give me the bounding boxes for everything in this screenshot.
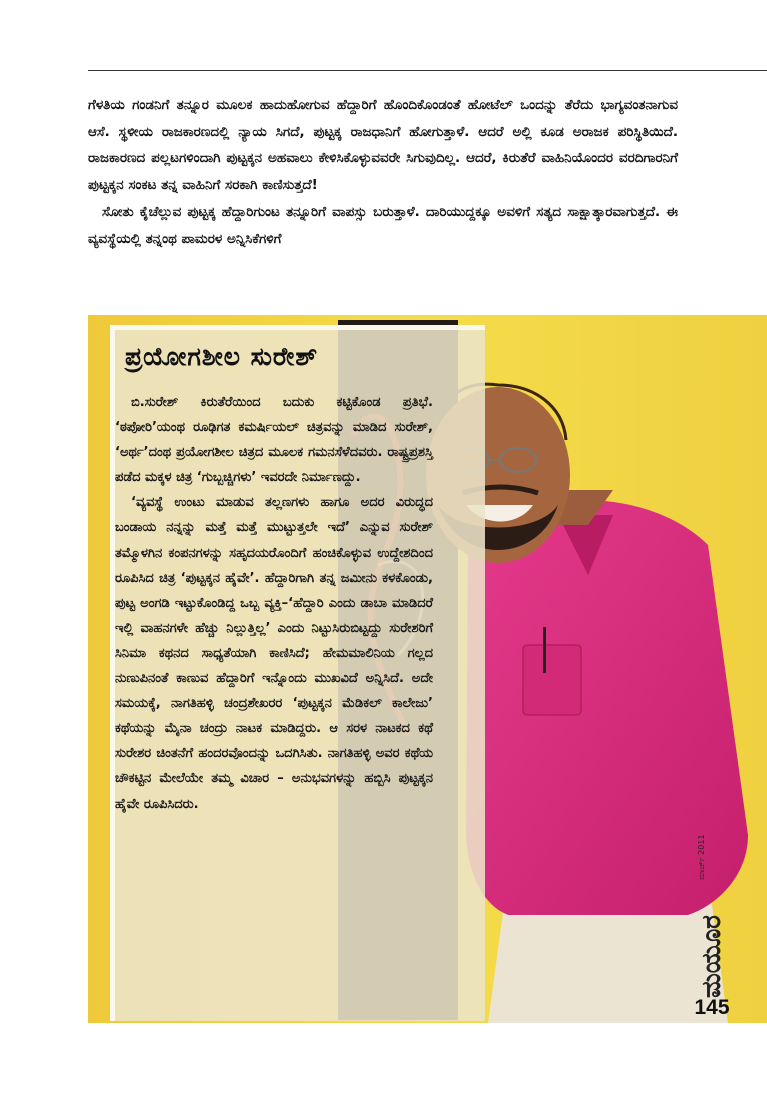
magazine-name: ಮಯೂರ bbox=[697, 915, 727, 998]
sidebar-title: ಪ್ರಯೋಗಶೀಲ ಸುರೇಶ್ bbox=[125, 342, 319, 371]
sidebar-paragraph-1: ಬಿ.ಸುರೇಶ್ ಕಿರುತೆರೆಯಿಂದ ಬದುಕು ಕಟ್ಟಿಕೊಂಡ ಪ್ರತಿಭೆ. ‘ಠಪೋರಿ’ಯಂಥ ರೂಢಿಗತ ಕಮರ್ಷಿಯಲ್ ಚಿತ್ರವನ್ನು ಮಾಡಿದ ಸುರೇಶ್, ‘ಅರ್ಥ’ದಂಥ ಪ್ರಯೋಗಶೀಲ ಚಿತ್ರದ ಮೂಲಕ ಗಮನಸೆಳೆದವರು. ರಾಷ್ಟ್ರಪ್ರಶಸ್ತಿ ಪಡೆದ ಮಕ್ಕಳ ಚಿತ್ರ ‘ಗುಬ್ಬಚ್ಚಿಗಳು’ ಇವರದೇ ನಿರ್ಮಾಣದ್ದು. bbox=[115, 395, 433, 486]
sidebar-paragraph-2: ‘ವ್ಯವಸ್ಥೆ ಉಂಟು ಮಾಡುವ ತಲ್ಲಣಗಳು ಹಾಗೂ ಅದರ ವಿರುದ್ಧದ ಬಂಡಾಯ ನನ್ನನ್ನು ಮತ್ತೆ ಮತ್ತೆ ಮುಟ್ಟುತ್ತಲೇ ಇದೆ’ ಎನ್ನುವ ಸುರೇಶ್ ತಮ್ಮೊಳಗಿನ ಕಂಪನಗಳನ್ನು ಸಹೃದಯರೊಂದಿಗೆ ಹಂಚಿಕೊಳ್ಳುವ ಉದ್ದೇಶದಿಂದ ರೂಪಿಸಿದ ಚಿತ್ರ ‘ಪುಟ್ಟಕ್ಕನ ಹೈವೇ’. ಹೆದ್ದಾರಿಗಾಗಿ ತನ್ನ ಜಮೀನು ಕಳಕೊಂಡು, ಪುಟ್ಟ ಅಂಗಡಿ ಇಟ್ಟುಕೊಂಡಿದ್ದ ಒಬ್ಬ ವ್ಯಕ್ತಿ–‘ಹೆದ್ದಾರಿ ಎಂದು ಡಾಬಾ ಮಾಡಿದರೆ ಇಲ್ಲಿ ವಾಹನಗಳೇ ಹೆಚ್ಚು ನಿಲ್ಲುತ್ತಿಲ್ಲ’ ಎಂದು ನಿಟ್ಟುಸಿರುಬಿಟ್ಟದ್ದು ಸುರೇಶರಿಗೆ ಸಿನಿಮಾ ಕಥನದ ಸಾಧ್ಯತೆಯಾಗಿ ಕಾಣಿಸಿದೆ; ಹೇಮಮಾಲಿನಿಯ ಗಲ್ಲದ ನುಣುಪಿನಂತೆ ಕಾಣುವ ಹೆದ್ದಾರಿಗೆ ಇನ್ನೊಂದು ಮುಖವಿದೆ ಅನ್ನಿಸಿದೆ. ಅದೇ ಸಮಯಕ್ಕೆ, ನಾಗತಿಹಳ್ಳಿ ಚಂದ್ರಶೇಖರರ ‘ಪುಟ್ಟಕ್ಕನ ಮೆಡಿಕಲ್ ಕಾಲೇಜು’ ಕಥೆಯನ್ನು ಮೈನಾ ಚಂದ್ರು ನಾಟಕ ಮಾಡಿದ್ದರು. ಆ ಸರಳ ನಾಟಕದ ಕಥೆ ಸುರೇಶರ ಚಿಂತನೆಗೆ ಹಂದರವೊಂದನ್ನು ಒದಗಿಸಿತು. ನಾಗತಿಹಳ್ಳಿ ಅವರ ಕಥೆಯ ಚೌಕಟ್ಟಿನ ಮೇಲೆಯೇ ತಮ್ಮ ವಿಚಾರ – ಅನುಭವಗಳನ್ನು ಹಬ್ಬಿಸಿ ಪುಟ್ಟಕ್ಕನ ಹೈವೇ ರೂಪಿಸಿದರು. bbox=[115, 495, 433, 812]
issue-date: ಮಾರ್ಚ್ 2011 bbox=[697, 834, 706, 880]
page-number: 145 bbox=[694, 996, 730, 1019]
sidebar-body bbox=[115, 390, 433, 817]
intro-text bbox=[88, 92, 678, 252]
magazine-masthead-vertical bbox=[690, 820, 734, 1010]
top-rule bbox=[88, 70, 767, 71]
intro-paragraph-2: ಸೋತು ಕೈಚೆಲ್ಲುವ ಪುಟ್ಟಕ್ಕ ಹೆದ್ದಾರಿಗುಂಟ ತನ್ನೂರಿಗೆ ವಾಪಸ್ಸು ಬರುತ್ತಾಳೆ. ದಾರಿಯುದ್ದಕ್ಕೂ ಅವಳಿಗೆ ಸತ್ಯದ ಸಾಕ್ಷಾತ್ಕಾರವಾಗುತ್ತದೆ. ಈ ವ್ಯವಸ್ಥೆಯಲ್ಲಿ ತನ್ನಂಥ ಪಾಮರಳ ಅನ್ನಿಸಿಕೆಗಳಿಗೆ bbox=[88, 203, 678, 247]
intro-paragraph-1: ಗೆಳತಿಯ ಗಂಡನಿಗೆ ತನ್ನೂರ ಮೂಲಕ ಹಾದುಹೋಗುವ ಹೆದ್ದಾರಿಗೆ ಹೊಂದಿಕೊಂಡಂತೆ ಹೋಟೆಲ್ ಒಂದನ್ನು ತೆರೆದು ಭಾಗ್ಯವಂತನಾಗುವ ಆಸೆ. ಸ್ಥಳೀಯ ರಾಜಕಾರಣದಲ್ಲಿ ನ್ಯಾಯ ಸಿಗದೆ, ಪುಟ್ಟಕ್ಕ ರಾಜಧಾನಿಗೆ ಹೋಗುತ್ತಾಳೆ. ಆದರೆ ಅಲ್ಲಿ ಕೂಡ ಅರಾಜಕ ಪರಿಸ್ಥಿತಿಯಿದೆ. ರಾಜಕಾರಣದ ಪಲ್ಲಟಗಳಿಂದಾಗಿ ಪುಟ್ಟಕ್ಕನ ಅಹವಾಲು ಕೇಳಿಸಿಕೊಳ್ಳುವವರೇ ಸಿಗುವುದಿಲ್ಲ. ಆದರೆ, ಕಿರುತೆರೆ ವಾಹಿನಿಯೊಂದರ ವರದಿಗಾರನಿಗೆ ಪುಟ್ಟಕ್ಕನ ಸಂಕಟ ತನ್ನ ವಾಹಿನಿಗೆ ಸರಕಾಗಿ ಕಾಣಿಸುತ್ತದೆ! bbox=[88, 97, 678, 194]
sidebar-box bbox=[110, 325, 485, 1021]
